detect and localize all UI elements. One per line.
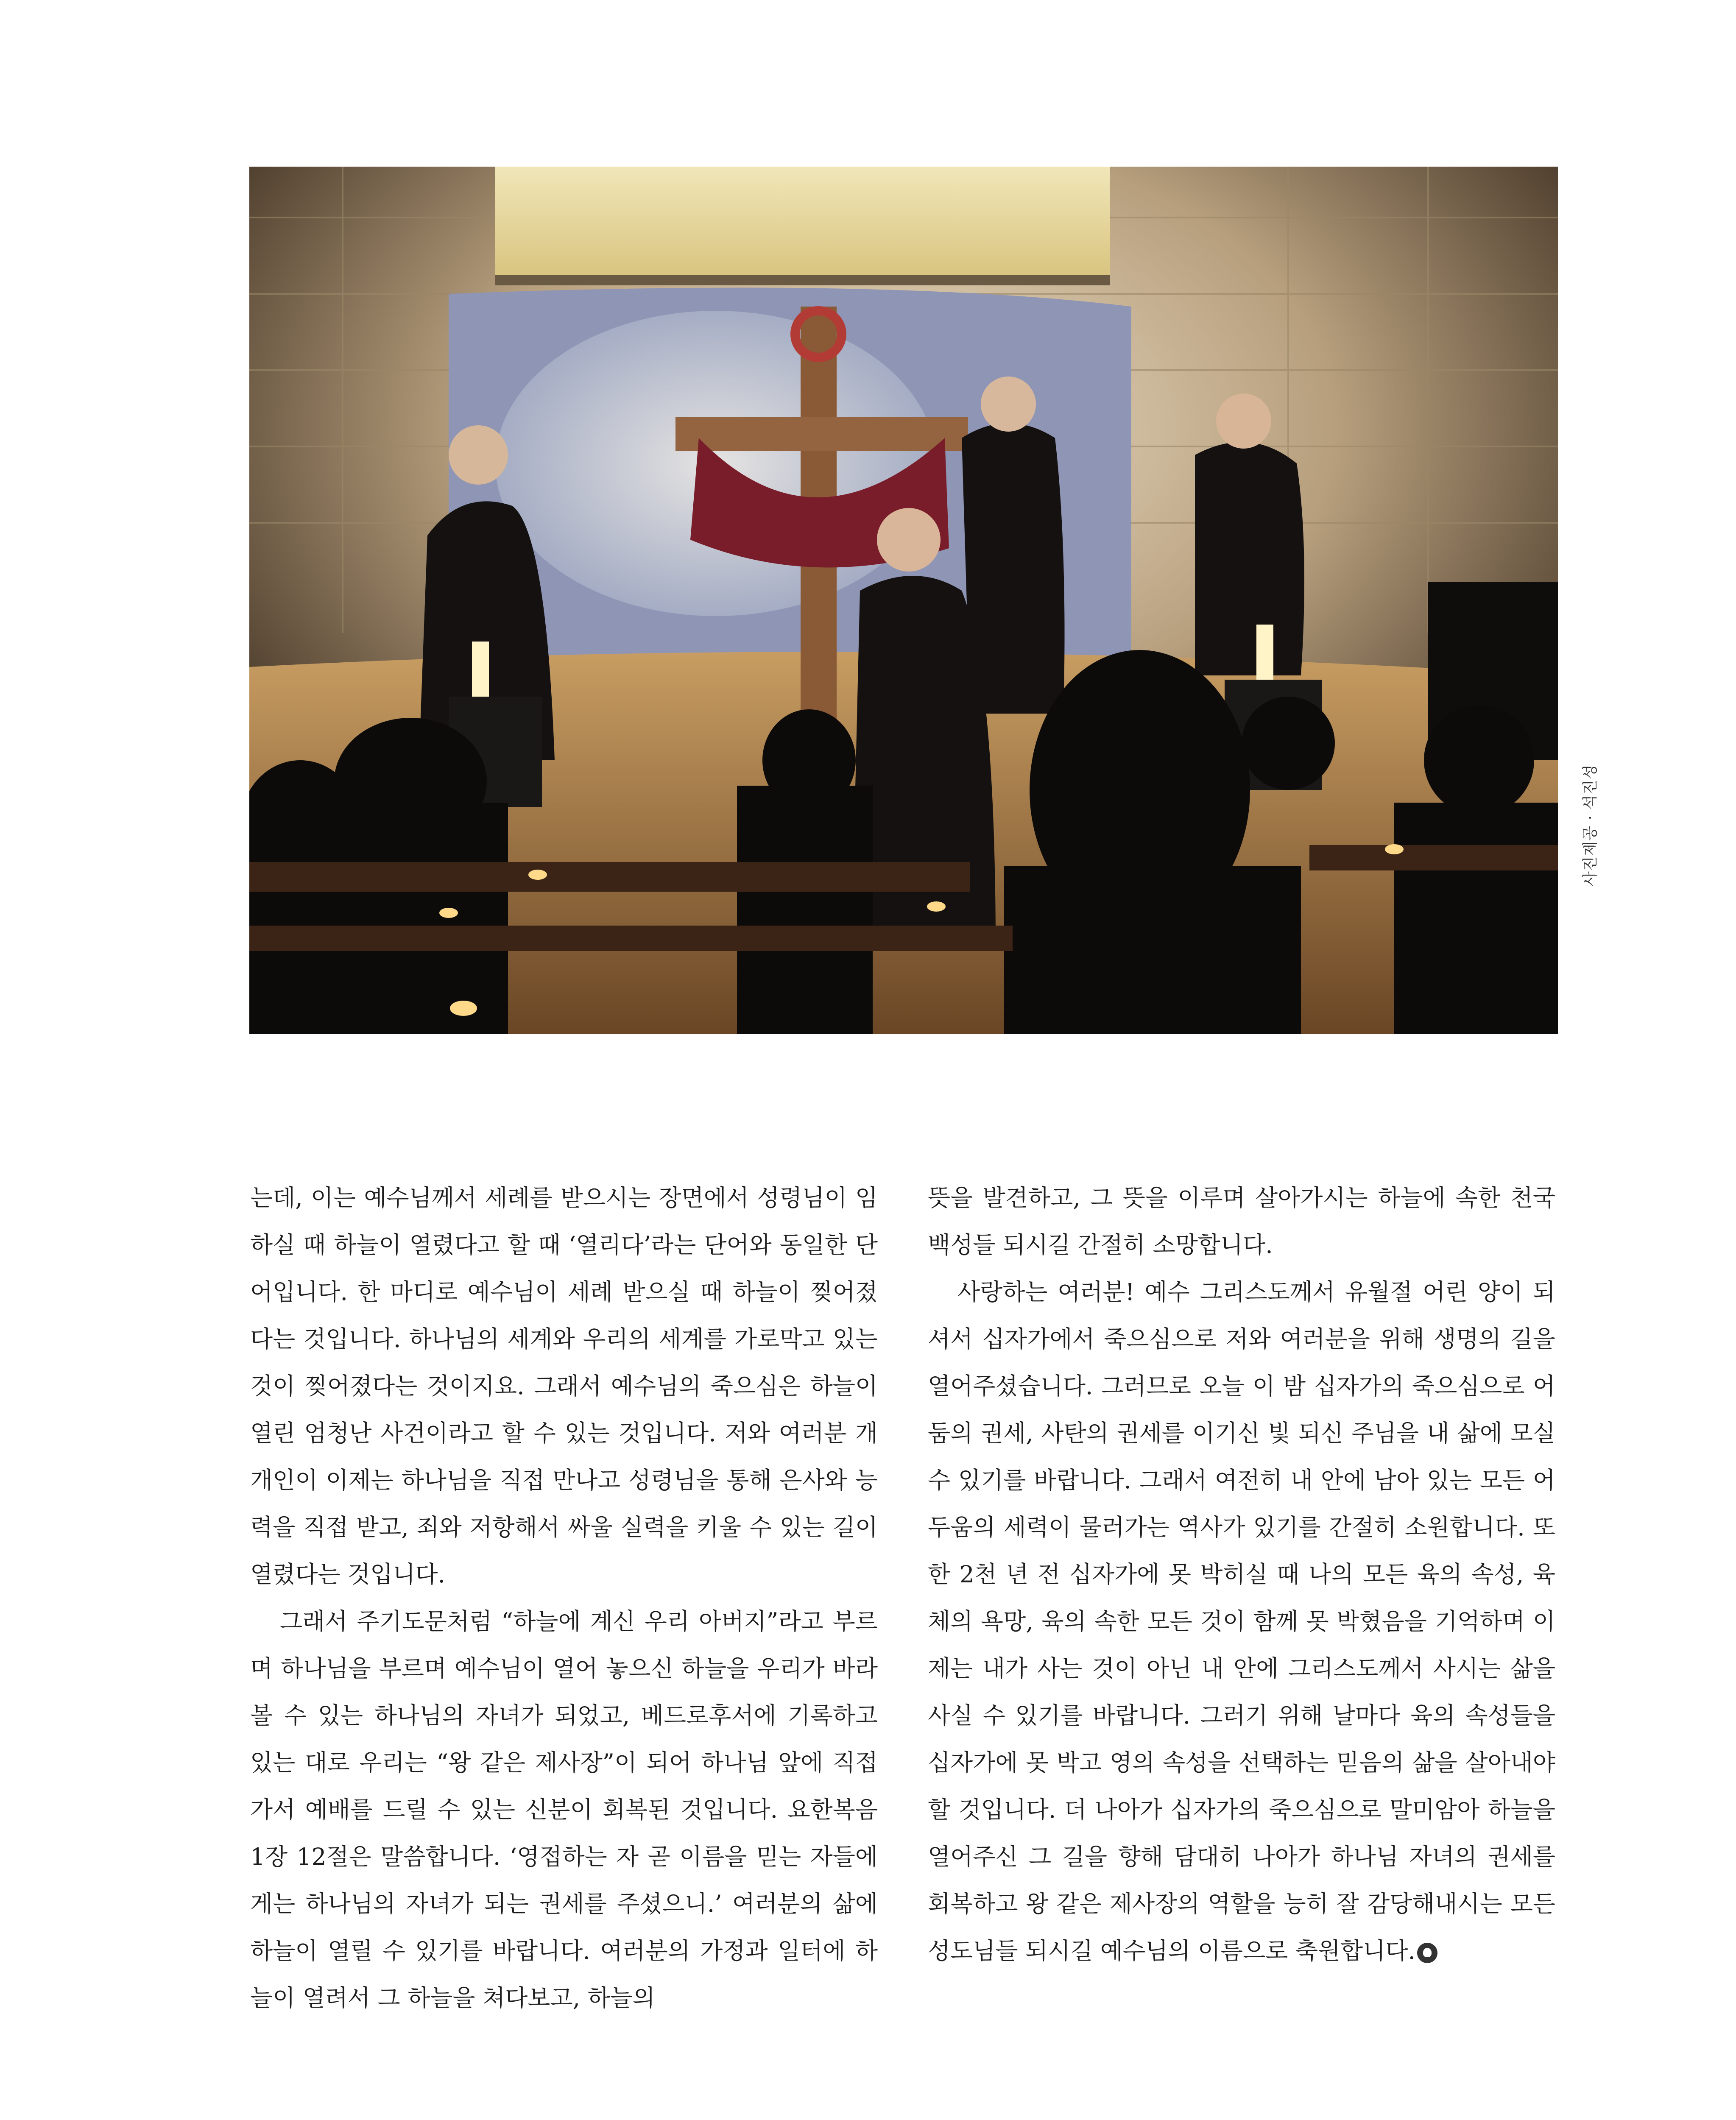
paragraph: 뜻을 발견하고, 그 뜻을 이루며 살아가시는 하늘에 속한 천국 백성들 되시길 간절히 소망합니다. — [928, 1184, 1555, 1258]
paragraph: 그래서 주기도문처럼 “하늘에 계신 우리 아버지”라고 부르며 하나님을 부르며 예수님이 열어 놓으신 하늘을 우리가 바라볼 수 있는 하나님의 자녀가 되었고, 베드로후서에 기록하고 있는 대로 우리는 “왕 같은 제사장”이 되어 하나님 앞에 직접 가서 예배를 드릴 수 있는 신분이 회복된 것입니다. 요한복음 1장 12절은 말씀합니다. ‘영접하는 자 곧 이름을 믿는 자들에게는 하나님의 자녀가 되는 권세를 주셨으니.’ 여러분의 삶에 하늘이 열릴 수 있기를 바랍니다. 여러분의 가정과 일터에 하늘이 열려서 그 하늘을 쳐다보고, 하늘의 — [250, 1608, 878, 2011]
left-text-column — [250, 1174, 878, 2022]
paragraph — [928, 1269, 1555, 1975]
paragraph: 는데, 이는 예수님께서 세례를 받으시는 장면에서 성령님이 임하실 때 하늘이 열렸다고 할 때 ‘열리다’라는 단어와 동일한 단어입니다. 한 마디로 예수님이 세례 받으실 때 하늘이 찢어졌다는 것입니다. 하나님의 세계와 우리의 세계를 가로막고 있는 것이 찢어졌다는 것이지요. 그래서 예수님의 죽으심은 하늘이 열린 엄청난 사건이라고 할 수 있는 것입니다. 저와 여러분 개개인이 이제는 하나님을 직접 만나고 성령님을 통해 은사와 능력을 직접 받고, 죄와 저항해서 싸울 실력을 키울 수 있는 길이 열렸다는 것입니다. — [250, 1184, 878, 1588]
photo-credit: 사진제공 · 석진성 — [1582, 764, 1599, 886]
end-of-article-icon — [1417, 1943, 1437, 1963]
right-text-column — [928, 1174, 1555, 1975]
photo-illustration — [249, 167, 1558, 1034]
paragraph-text: 사랑하는 여러분! 예수 그리스도께서 유월절 어린 양이 되셔서 십자가에서 죽으심으로 저와 여러분을 위해 생명의 길을 열어주셨습니다. 그러므로 오늘 이 밤 십자가의 죽으심으로 어둠의 권세, 사탄의 권세를 이기신 빛 되신 주님을 내 삶에 모실 수 있기를 바랍니다. 그래서 여전히 내 안에 남아 있는 모든 어두움의 세력이 물러가는 역사가 있기를 간절히 소원합니다. 또한 2천 년 전 십자가에 못 박히실 때 나의 모든 육의 속성, 육체의 욕망, 육의 속한 모든 것이 함께 못 박혔음을 기억하며 이제는 내가 사는 것이 아닌 내 안에 그리스도께서 사시는 삶을 사실 수 있기를 바랍니다. 그러기 위해 날마다 육의 속성들을 십자가에 못 박고 영의 속성을 선택하는 믿음의 삶을 살아내야 할 것입니다. 더 나아가 십자가의 죽으심으로 말미암아 하늘을 열어주신 그 길을 향해 담대히 나아가 하나님 자녀의 권세를 회복하고 왕 같은 제사장의 역할을 능히 잘 감당해내시는 모든 성도님들 되시길 예수님의 이름으로 축원합니다. — [928, 1278, 1555, 1964]
church-service-photo — [249, 167, 1558, 1034]
